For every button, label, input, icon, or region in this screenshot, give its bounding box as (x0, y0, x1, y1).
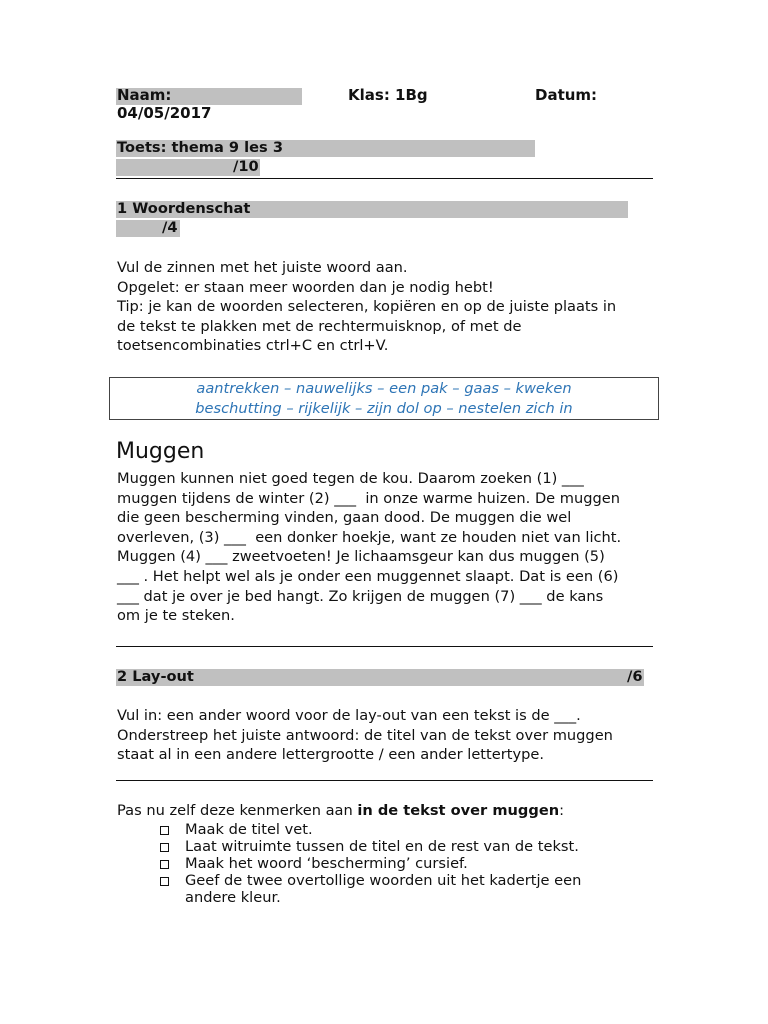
story-line: om je te steken. (117, 607, 235, 625)
name-label: Naam: (117, 86, 172, 104)
checklist-item-text: Laat witruimte tussen de titel en de rest van de tekst. (185, 838, 579, 855)
section2-title-highlight (116, 669, 644, 686)
story-line: die geen bescherming vinden, gaan dood. De muggen die wel (117, 509, 572, 527)
divider-2 (116, 646, 653, 647)
date-value: 04/05/2017 (117, 104, 212, 122)
test-title: Toets: thema 9 les 3 (117, 139, 283, 156)
list-item (160, 821, 630, 838)
class-label: Klas: 1Bg (348, 86, 428, 104)
section2-line: Vul in: een ander woord voor de lay-out van een tekst is de ___. (117, 707, 581, 724)
section1-instructions (117, 258, 677, 356)
story-text (117, 469, 677, 626)
task-intro-bold: in de tekst over muggen (357, 802, 560, 819)
section1-score: /4 (162, 219, 178, 236)
task-intro (117, 802, 564, 819)
instruction-line: Vul de zinnen met het juiste woord aan. (117, 259, 408, 276)
divider-3 (116, 780, 653, 781)
section2-title: 2 Lay-out (117, 668, 194, 685)
section2-score: /6 (627, 668, 643, 685)
checklist-item-text: Maak de titel vet. (185, 821, 313, 838)
checklist-item-text: Geef de twee overtollige woorden uit het kadertje een andere kleur. (185, 872, 582, 906)
checklist (160, 821, 630, 906)
checkbox-icon[interactable] (160, 860, 169, 869)
list-item (160, 838, 630, 855)
checkbox-icon[interactable] (160, 843, 169, 852)
instruction-line: toetsencombinaties ctrl+C en ctrl+V. (117, 337, 389, 355)
checklist-item-text: Maak het woord ‘bescherming’ cursief. (185, 855, 468, 872)
story-line: ___ . Het helpt wel als je onder een muggennet slaapt. Dat is een (6) (117, 567, 619, 585)
story-line: overleven, (3) ___ een donker hoekje, want ze houden niet van licht. (117, 528, 622, 546)
story-line: muggen tijdens de winter (2) ___ in onze warme huizen. De muggen (117, 489, 621, 507)
checkbox-icon[interactable] (160, 826, 169, 835)
task-intro-end: : (559, 802, 565, 819)
date-label: Datum: (535, 86, 598, 104)
word-box (109, 377, 659, 420)
section2-text (117, 706, 677, 765)
word-box-line: beschutting – rijkelijk – zijn dol op – nestelen zich in (195, 400, 573, 417)
divider-1 (116, 178, 653, 179)
story-line: ___ dat je over je bed hangt. Zo krijgen de muggen (7) ___ de kans (117, 587, 604, 605)
list-item (160, 855, 630, 872)
story-title: Muggen (116, 439, 205, 464)
instruction-line: Opgelet: er staan meer woorden dan je nodig hebt! (117, 278, 494, 296)
section2-line: staat al in een andere lettergrootte / een ander lettertype. (117, 746, 544, 764)
test-score: /10 (233, 158, 259, 175)
instruction-line: Tip: je kan de woorden selecteren, kopiëren en op de juiste plaats in (117, 298, 617, 316)
story-line: Muggen kunnen niet goed tegen de kou. Daarom zoeken (1) ___ (117, 470, 584, 487)
task-intro-text: Pas nu zelf deze kenmerken aan (117, 802, 358, 819)
section2-line: Onderstreep het juiste antwoord: de titel van de tekst over muggen (117, 726, 613, 744)
instruction-line: de tekst te plakken met de rechtermuisknop, of met de (117, 317, 522, 335)
list-item (160, 872, 630, 906)
word-box-line: aantrekken – nauwelijks – een pak – gaas – kweken (196, 380, 572, 397)
story-line: Muggen (4) ___ zweetvoeten! Je lichaamsgeur kan dus muggen (5) (117, 548, 605, 566)
section1-title: 1 Woordenschat (117, 200, 251, 217)
checkbox-icon[interactable] (160, 877, 169, 886)
